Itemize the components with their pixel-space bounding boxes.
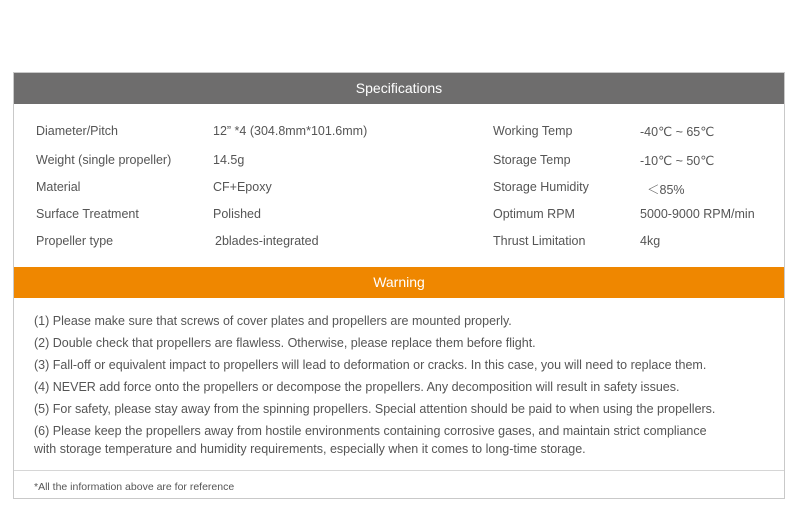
spec-value-optimum-rpm: 5000-9000 RPM/min bbox=[640, 207, 755, 221]
spec-label-propeller-type: Propeller type bbox=[36, 234, 114, 248]
footnote-divider bbox=[14, 470, 784, 471]
spec-label-working-temp: Working Temp bbox=[493, 124, 573, 138]
spec-label-optimum-rpm: Optimum RPM bbox=[493, 207, 575, 221]
spec-value-working-temp: -40℃ ~ 65℃ bbox=[640, 125, 715, 139]
spec-value-surface-treatment: Polished bbox=[213, 207, 261, 221]
footnote: *All the information above are for reference bbox=[34, 481, 235, 493]
spec-value-storage-temp: -10℃ ~ 50℃ bbox=[640, 154, 715, 168]
spec-label-thrust-limitation: Thrust Limitation bbox=[493, 234, 586, 248]
spec-value-diameter-pitch: 12” *4 (304.8mm*101.6mm) bbox=[213, 124, 368, 138]
warning-item-3: (3) Fall-off or equivalent impact to propellers will lead to deformation or cracks. In this case, you will need to replace them. bbox=[34, 358, 707, 372]
warning-header: Warning bbox=[14, 267, 784, 298]
warning-item-2: (2) Double check that propellers are flawless. Otherwise, please replace them before flight. bbox=[34, 336, 536, 350]
spec-value-weight: 14.5g bbox=[213, 153, 245, 167]
spec-value-thrust-limitation: 4kg bbox=[640, 234, 661, 248]
spec-label-weight: Weight (single propeller) bbox=[36, 153, 172, 167]
specifications-header: Specifications bbox=[14, 73, 784, 104]
warning-item-6-continued: with storage temperature and humidity requirements, especially when it comes to long-time storage. bbox=[34, 442, 586, 456]
warning-item-6: (6) Please keep the propellers away from hostile environments containing corrosive gases, and maintain strict compliance bbox=[34, 424, 707, 438]
spec-value-propeller-type: 2blades-integrated bbox=[215, 234, 319, 248]
warning-item-5: (5) For safety, please stay away from the spinning propellers. Special attention should be paid to when using the propellers. bbox=[34, 402, 716, 416]
warning-item-4: (4) NEVER add force onto the propellers or decompose the propellers. Any decomposition will result in safety issues. bbox=[34, 380, 680, 394]
spec-label-material: Material bbox=[36, 180, 81, 194]
spec-value-storage-humidity: ＜85% bbox=[647, 183, 685, 197]
spec-card bbox=[13, 72, 785, 499]
spec-label-storage-temp: Storage Temp bbox=[493, 153, 571, 167]
spec-value-material: CF+Epoxy bbox=[213, 180, 272, 194]
spec-label-storage-humidity: Storage Humidity bbox=[493, 180, 589, 194]
spec-label-diameter-pitch: Diameter/Pitch bbox=[36, 124, 118, 138]
spec-label-surface-treatment: Surface Treatment bbox=[36, 207, 139, 221]
warning-item-1: (1) Please make sure that screws of cover plates and propellers are mounted properly. bbox=[34, 314, 512, 328]
